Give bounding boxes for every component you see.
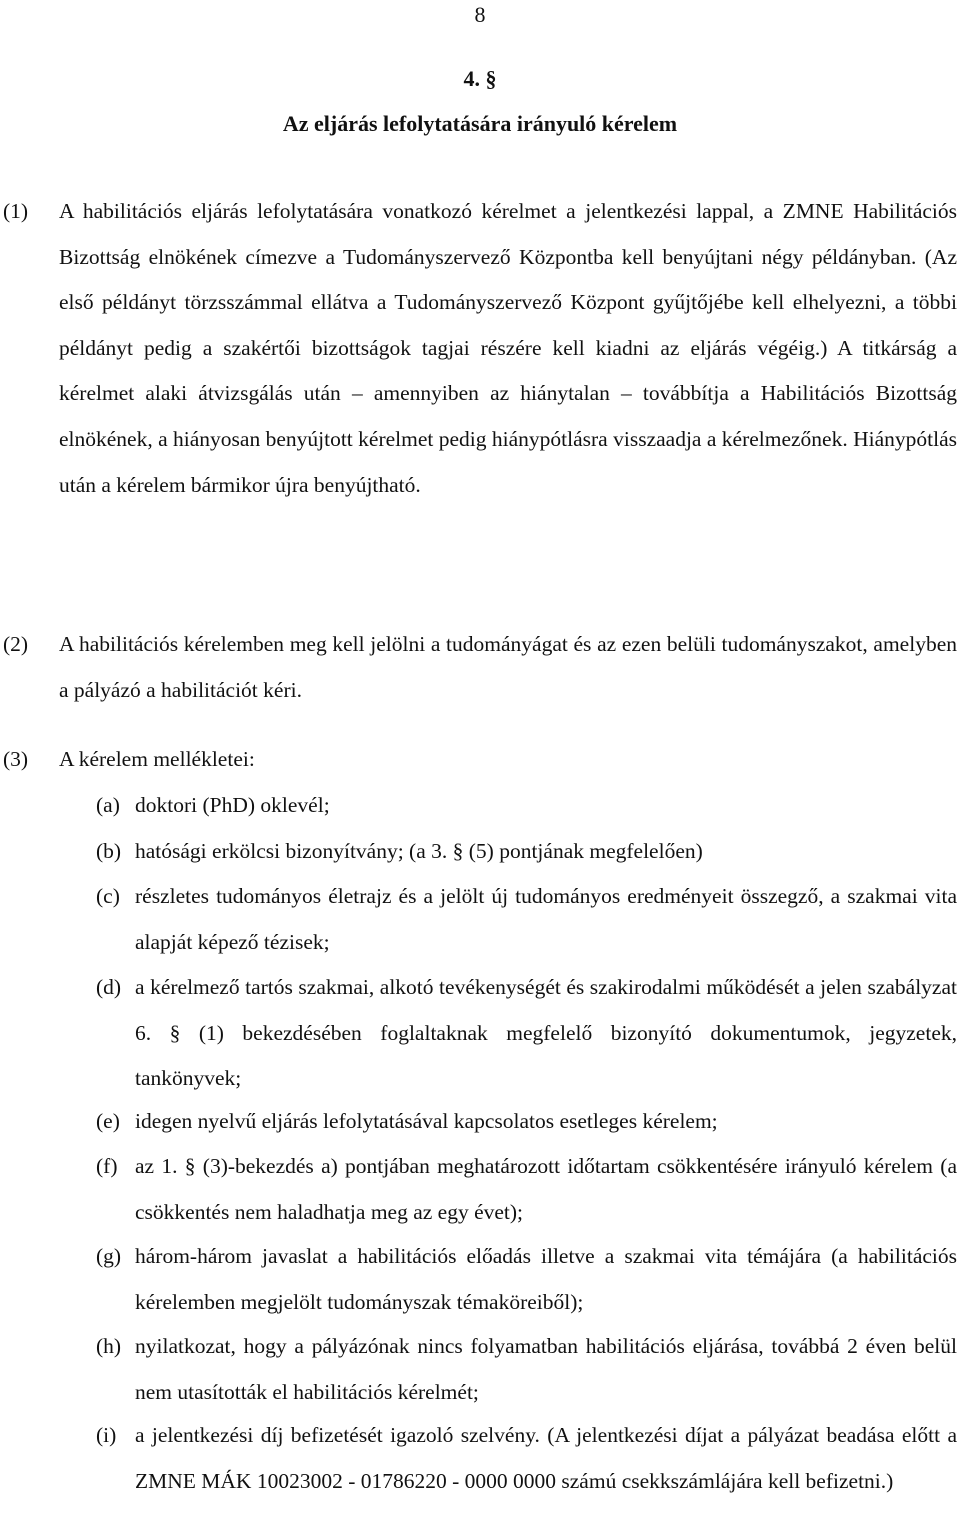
- list-item-text: hatósági erkölcsi bizonyítvány; (a 3. § (5) pontjának megfelelően): [135, 839, 703, 863]
- paragraph-text: A habilitációs eljárás lefolytatására vonatkozó kérelmet a jelentkezési lappal, a ZMNE Habilitációs Bizottság elnökének címezve a Tudományszervező Központba kell benyújtani négy példányban. (Az első példányt törzsszámmal ellátva a Tudományszervező Központ gyűjtőjébe kell elhelyezni, a többi példányt pedig a szakértői bizottságok tagjai részére kell kiadni az eljárás végéig.) A titkárság a kérelmet alaki átvizsgálás után – amennyiben az hiánytalan – továbbítja a Habilitációs Bizottság elnökének, a hiányosan benyújtott kérelmet pedig hiánypótlásra visszaadja a kérelmezőnek. Hiánypótlás után a kérelem bármikor újra benyújtható.: [59, 199, 957, 497]
- list-item-label: (a): [96, 793, 120, 817]
- list-item-text: a kérelmező tartós szakmai, alkotó tevékenységét és szakirodalmi működését a jelen szabályzat 6. § (1) bekezdésében foglaltaknak megfelelő bizonyító dokumentumok, jegyzetek, tankönyvek;: [135, 975, 957, 1091]
- section-number: 4. §: [463, 66, 497, 91]
- list-item-label: (e): [96, 1109, 120, 1133]
- list-item-label: (i): [96, 1423, 117, 1447]
- list-item-text: részletes tudományos életrajz és a jelölt új tudományos eredményeit összegző, a szakmai vita alapját képező tézisek;: [135, 884, 957, 954]
- section-title: Az eljárás lefolytatására irányuló kérelem: [282, 111, 678, 136]
- list-item-label: (b): [96, 839, 122, 863]
- list-item-label: (c): [96, 884, 120, 908]
- paragraph-number: (3): [3, 747, 29, 771]
- paragraph-text: A kérelem mellékletei:: [59, 747, 255, 771]
- paragraph-number: (1): [3, 199, 29, 223]
- list-item-text: nyilatkozat, hogy a pályázónak nincs folyamatban habilitációs eljárása, továbbá 2 éven belül nem utasították el habilitációs kérelmét;: [135, 1334, 957, 1404]
- paragraph-number: (2): [3, 632, 29, 656]
- list-item-text: doktori (PhD) oklevél;: [135, 793, 330, 817]
- paragraph-text: A habilitációs kérelemben meg kell jelölni a tudományágat és az ezen belüli tudományszakot, amelyben a pályázó a habilitációt kéri.: [59, 632, 957, 702]
- list-item-label: (d): [96, 975, 122, 999]
- list-item-text: a jelentkezési díj befizetését igazoló szelvény. (A jelentkezési díjat a pályázat beadása előtt a ZMNE MÁK 10023002 - 01786220 - 0000 0000 számú csekkszámlájára kell befizetni.): [135, 1423, 957, 1493]
- list-item-text: az 1. § (3)-bekezdés a) pontjában meghatározott időtartam csökkentésére irányuló kérelem (a csökkentés nem haladhatja meg az egy évet);: [135, 1154, 957, 1224]
- list-item-label: (h): [96, 1334, 122, 1358]
- list-item-label: (g): [96, 1244, 122, 1268]
- page-number: 8: [474, 2, 486, 27]
- list-item-label: (f): [96, 1154, 118, 1178]
- list-item-text: három-három javaslat a habilitációs előadás illetve a szakmai vita témájára (a habilitációs kérelemben megjelölt tudományszak témaköreiből);: [135, 1244, 957, 1314]
- list-item-text: idegen nyelvű eljárás lefolytatásával kapcsolatos esetleges kérelem;: [135, 1109, 718, 1133]
